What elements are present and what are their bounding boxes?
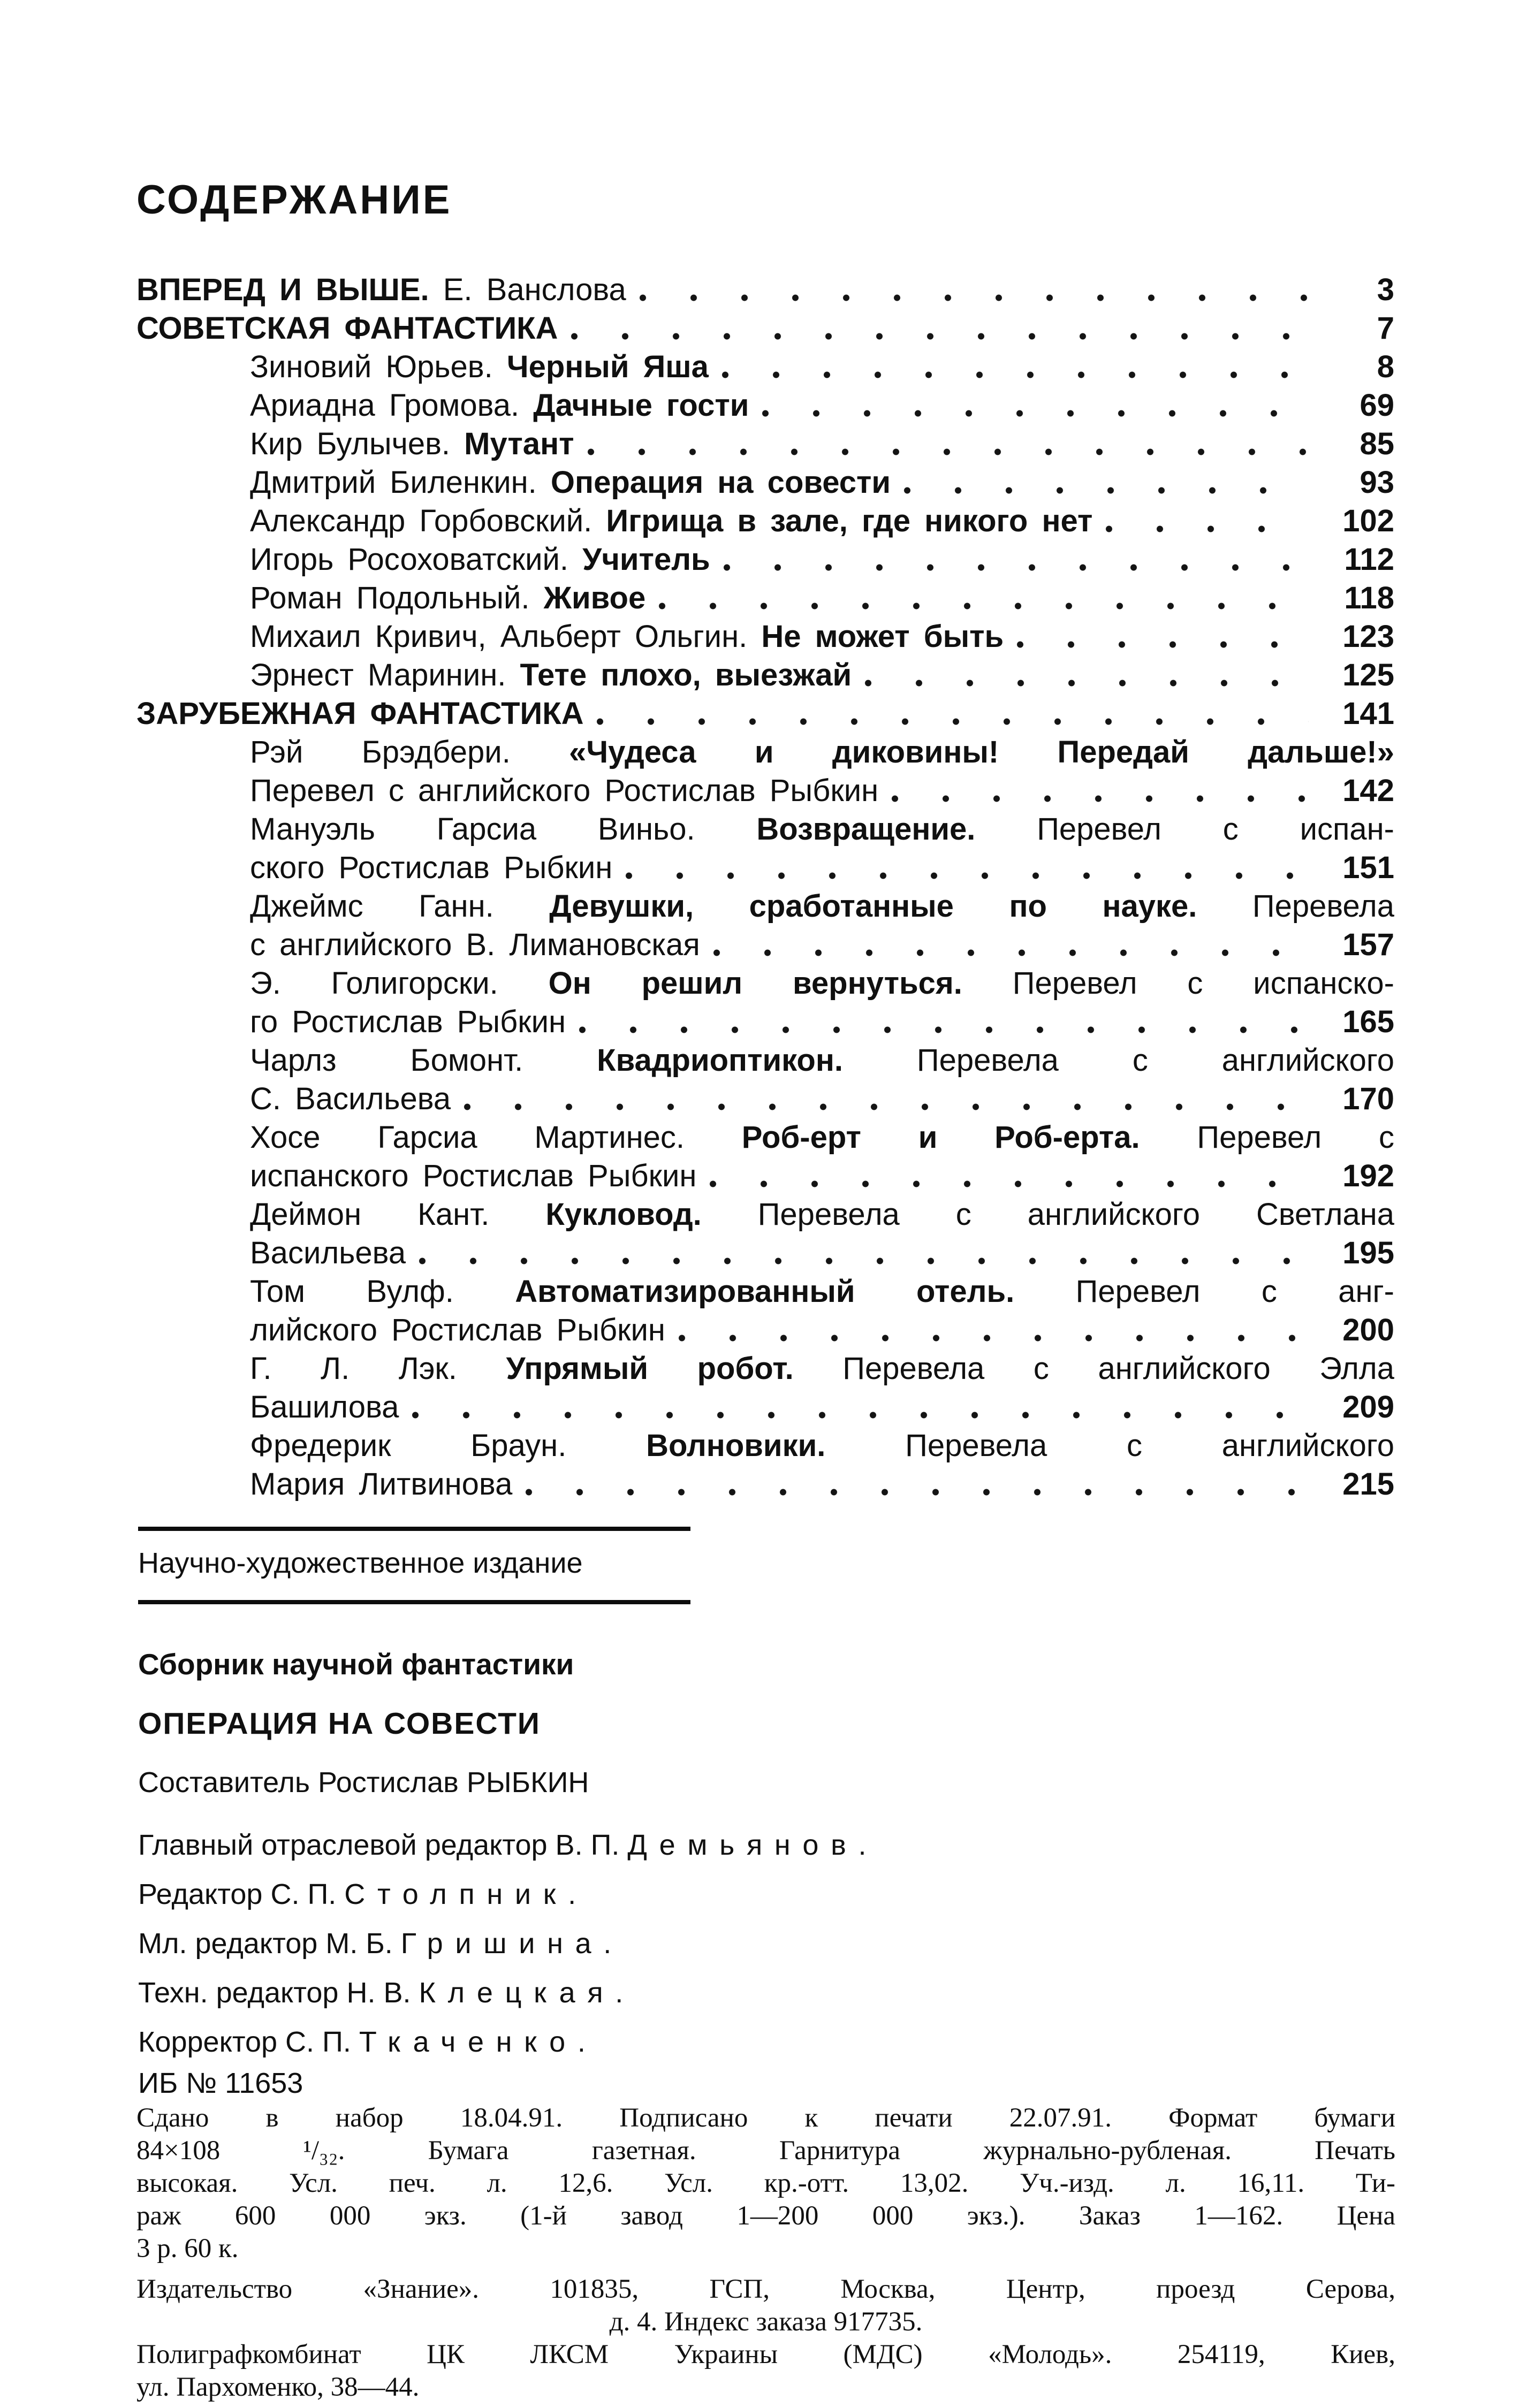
toc-entry-text: Фредерик Браун. Волновики. Перевела с английского xyxy=(250,1428,1394,1463)
staff-dot: . xyxy=(577,2026,586,2058)
toc-entry-text: Рэй Брэдбери. «Чудеса и диковины! Передай дальше!» xyxy=(250,735,1394,769)
toc-entry-line xyxy=(136,964,1394,1003)
toc-page-number: 102 xyxy=(1342,504,1394,538)
toc-page-number: 112 xyxy=(1344,542,1394,577)
toc-page-number: 151 xyxy=(1342,850,1394,885)
table-of-contents xyxy=(136,271,1394,1504)
toc-entry-text: Чарлз Бомонт. Квадриоптикон. Перевела с английского xyxy=(250,1043,1394,1078)
toc-entry-line xyxy=(136,849,1394,887)
print-specs-line: 84×108 ¹/₃₂. Бумага газетная. Гарнитура журнально-рубленая. Печать xyxy=(136,2136,1395,2166)
publisher-printer-block xyxy=(136,2273,1395,2404)
toc-entry-line xyxy=(136,772,1394,810)
printer-line1: Полиграфкомбинат ЦК ЛКСМ Украины (МДС) «Молодь». 254119, Киев, xyxy=(136,2340,1395,2369)
toc-entry-text: Башилова xyxy=(250,1390,399,1424)
toc-entry-text: Э. Голигорски. Он решил вернуться. Перевел с испанско- xyxy=(250,966,1394,1001)
toc-entry-text: Игорь Росоховатский. Учитель xyxy=(250,542,710,577)
toc-entry-line xyxy=(136,579,1394,618)
toc-entry-line xyxy=(136,348,1394,386)
dot-leader xyxy=(596,718,1309,725)
toc-entry-text: Ариадна Громова. Дачные гости xyxy=(250,388,749,423)
toc-entry-line xyxy=(136,1041,1394,1080)
dot-leader xyxy=(579,1026,1309,1033)
toc-entry-line xyxy=(136,1234,1394,1272)
staff-line-editor xyxy=(138,1870,867,1919)
print-specs-block xyxy=(136,2102,1395,2265)
staff-name: Гришина xyxy=(400,1927,604,1960)
toc-entry-line xyxy=(136,540,1394,579)
publisher-address-line1: Издательство «Знание». 101835, ГСП, Москва, Центр, проезд Серова, xyxy=(136,2274,1395,2304)
compiler-line: Составитель Ростислав РЫБКИН xyxy=(138,1766,589,1799)
staff-name: Ткаченко xyxy=(359,2026,578,2058)
toc-entry-line xyxy=(136,926,1394,964)
toc-entry-text: го Ростислав Рыбкин xyxy=(250,1004,566,1039)
dot-leader xyxy=(891,795,1309,802)
toc-page-number: 8 xyxy=(1377,349,1394,384)
staff-line-tech-editor xyxy=(138,1968,867,2017)
toc-entry-line xyxy=(136,271,1394,309)
dot-leader xyxy=(864,680,1309,687)
staff-line-chief-editor xyxy=(138,1820,867,1870)
toc-page-number: 165 xyxy=(1342,1004,1394,1039)
dot-leader xyxy=(1016,641,1309,648)
staff-dot: . xyxy=(858,1829,867,1861)
toc-page-number: 192 xyxy=(1342,1159,1394,1193)
page-title: СОДЕРЖАНИЕ xyxy=(136,177,452,223)
toc-page-number: 123 xyxy=(1342,619,1394,654)
dot-leader xyxy=(721,371,1309,378)
dot-leader xyxy=(639,294,1309,301)
toc-entry-text: СОВЕТСКАЯ ФАНТАСТИКА xyxy=(136,311,558,346)
toc-entry-text: Деймон Кант. Кукловод. Перевела с английского Светлана xyxy=(250,1197,1394,1232)
toc-page-number: 157 xyxy=(1342,927,1394,962)
toc-page-number: 200 xyxy=(1342,1313,1394,1347)
toc-entry-text: Перевел с английского Ростислав Рыбкин xyxy=(250,773,879,808)
edition-note: Научно-художественное издание xyxy=(138,1547,583,1579)
toc-entry-text: Хосе Гарсиа Мартинес. Роб-ерт и Роб-ерта. Перевел с xyxy=(250,1120,1394,1155)
book-title: ОПЕРАЦИЯ НА СОВЕСТИ xyxy=(138,1706,541,1741)
dot-leader xyxy=(762,410,1309,417)
toc-entry-line xyxy=(136,463,1394,502)
toc-entry-line xyxy=(136,656,1394,695)
divider-rule-top xyxy=(138,1527,690,1531)
dot-leader xyxy=(1105,525,1309,532)
toc-entry-line xyxy=(136,502,1394,540)
toc-page-number: 142 xyxy=(1342,773,1394,808)
staff-role: Техн. редактор Н. В. xyxy=(138,1977,419,2009)
toc-entry-line xyxy=(136,425,1394,463)
dot-leader xyxy=(625,872,1309,879)
staff-line-junior-editor xyxy=(138,1919,867,1968)
printer-line2: ул. Пархоменко, 38—44. xyxy=(136,2372,420,2402)
toc-page-number: 93 xyxy=(1359,465,1394,500)
toc-entry-line xyxy=(136,1003,1394,1041)
toc-entry-text: Роман Подольный. Живое xyxy=(250,581,646,615)
staff-role: Главный отраслевой редактор В. П. xyxy=(138,1829,628,1861)
publisher-address-line2: д. 4. Индекс заказа 917735. xyxy=(609,2307,923,2337)
dot-leader xyxy=(419,1258,1309,1264)
toc-entry-line xyxy=(136,887,1394,926)
toc-entry-text: ЗАРУБЕЖНАЯ ФАНТАСТИКА xyxy=(136,696,584,731)
toc-entry-line xyxy=(136,1157,1394,1195)
toc-entry-text: Джеймс Ганн. Девушки, сработанные по науке. Перевела xyxy=(250,889,1394,924)
toc-entry-line xyxy=(136,1118,1394,1157)
toc-entry-text: с английского В. Лимановская xyxy=(250,927,700,962)
toc-entry-text: Михаил Кривич, Альберт Ольгин. Не может быть xyxy=(250,619,1004,654)
divider-rule-bottom xyxy=(138,1600,690,1604)
toc-entry-text: Г. Л. Лэк. Упрямый робот. Перевела с английского Элла xyxy=(250,1351,1394,1386)
toc-page-number: 7 xyxy=(1377,311,1394,346)
staff-name: Клецкая xyxy=(419,1977,616,2009)
staff-role: Корректор С. П. xyxy=(138,2026,359,2058)
toc-entry-line xyxy=(136,1080,1394,1118)
toc-page-number: 215 xyxy=(1342,1467,1394,1502)
toc-entry-text: Дмитрий Биленкин. Операция на совести xyxy=(250,465,891,500)
toc-entry-line xyxy=(136,386,1394,425)
toc-entry-text: Васильева xyxy=(250,1236,406,1270)
toc-entry-text: Мануэль Гарсиа Виньо. Возвращение. Перевел с испан- xyxy=(250,812,1394,847)
staff-role: Мл. редактор М. Б. xyxy=(138,1927,401,1960)
toc-entry-line xyxy=(136,1427,1394,1465)
toc-entry-text: лийского Ростислав Рыбкин xyxy=(250,1313,665,1347)
ib-number: ИБ № 11653 xyxy=(138,2067,303,2099)
toc-entry-line xyxy=(136,1195,1394,1234)
toc-entry-line xyxy=(136,1272,1394,1311)
toc-entry-text: С. Васильева xyxy=(250,1081,451,1116)
series-title: Сборник научной фантастики xyxy=(138,1648,574,1681)
dot-leader xyxy=(709,1180,1309,1187)
toc-entry-text: Том Вулф. Автоматизированный отель. Перевел с анг- xyxy=(250,1274,1394,1309)
staff-name: Столпник xyxy=(344,1878,568,1910)
staff-line-proofreader xyxy=(138,2017,867,2067)
toc-page-number: 3 xyxy=(1377,272,1394,307)
toc-entry-line xyxy=(136,1350,1394,1388)
toc-entry-text: Мария Литвинова xyxy=(250,1467,513,1502)
staff-role: Редактор С. П. xyxy=(138,1878,345,1910)
print-specs-line: 3 р. 60 к. xyxy=(136,2234,239,2264)
toc-entry-text: Кир Булычев. Мутант xyxy=(250,426,574,461)
toc-page-number: 209 xyxy=(1342,1390,1394,1424)
toc-entry-line xyxy=(136,810,1394,849)
toc-entry-line xyxy=(136,1311,1394,1350)
dot-leader xyxy=(658,603,1309,609)
toc-entry-line xyxy=(136,695,1394,733)
dot-leader xyxy=(587,448,1309,455)
staff-name: Демьянов xyxy=(627,1829,859,1861)
staff-dot: . xyxy=(615,1977,624,2009)
print-specs-line: высокая. Усл. печ. л. 12,6. Усл. кр.-отт. 13,02. Уч.-изд. л. 16,11. Ти- xyxy=(136,2168,1395,2198)
dot-leader xyxy=(723,564,1309,571)
print-specs-line: раж 600 000 экз. (1-й завод 1—200 000 экз.). Заказ 1—162. Цена xyxy=(136,2201,1395,2231)
dot-leader xyxy=(678,1335,1309,1342)
toc-entry-text: ВПЕРЕД И ВЫШЕ. Е. Ванслова xyxy=(136,272,626,307)
dot-leader xyxy=(903,487,1309,494)
toc-entry-line xyxy=(136,618,1394,656)
toc-entry-text: ского Ростислав Рыбкин xyxy=(250,850,613,885)
toc-page-number: 69 xyxy=(1359,388,1394,423)
toc-page-number: 170 xyxy=(1342,1081,1394,1116)
toc-entry-line xyxy=(136,309,1394,348)
toc-page-number: 118 xyxy=(1344,581,1394,615)
toc-page-number: 141 xyxy=(1342,696,1394,731)
toc-entry-line xyxy=(136,1388,1394,1427)
staff-dot: . xyxy=(603,1927,612,1960)
toc-entry-line xyxy=(136,733,1394,772)
print-specs-line: Сдано в набор 18.04.91. Подписано к печати 22.07.91. Формат бумаги xyxy=(136,2103,1395,2133)
toc-page-number: 125 xyxy=(1342,658,1394,692)
dot-leader xyxy=(525,1489,1309,1496)
dot-leader xyxy=(713,949,1309,956)
toc-entry-text: Александр Горбовский. Игрища в зале, где никого нет xyxy=(250,504,1093,538)
toc-page-number: 85 xyxy=(1359,426,1394,461)
dot-leader xyxy=(412,1412,1309,1419)
dot-leader xyxy=(571,333,1309,340)
toc-entry-line xyxy=(136,1465,1394,1504)
editorial-staff-block xyxy=(138,1820,867,2067)
toc-page-number: 195 xyxy=(1342,1236,1394,1270)
dot-leader xyxy=(464,1103,1309,1110)
staff-dot: . xyxy=(568,1878,576,1910)
toc-entry-text: испанского Ростислав Рыбкин xyxy=(250,1159,697,1193)
toc-entry-text: Зиновий Юрьев. Черный Яша xyxy=(250,349,709,384)
toc-entry-text: Эрнест Маринин. Тете плохо, выезжай xyxy=(250,658,852,692)
